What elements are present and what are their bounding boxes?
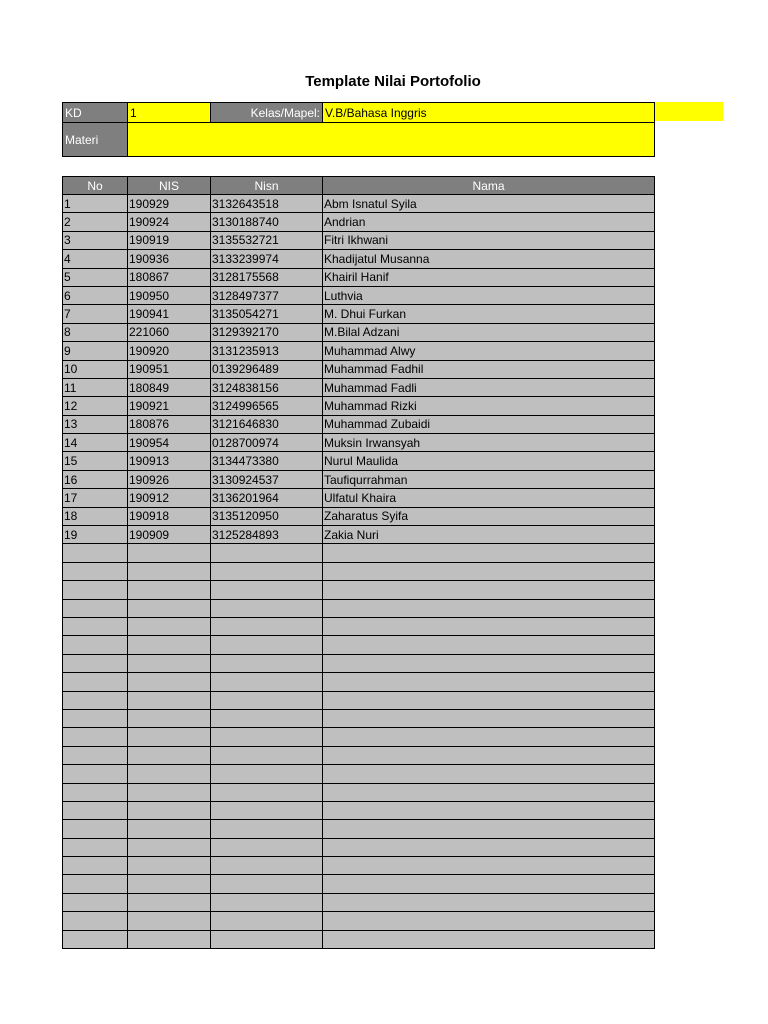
cell-nis[interactable]: 190921 xyxy=(128,397,211,415)
table-row xyxy=(63,268,655,286)
cell-nama[interactable] xyxy=(323,599,655,617)
cell-nama[interactable]: Muhammad Rizki xyxy=(323,397,655,415)
cell-no[interactable]: 13 xyxy=(63,415,128,433)
cell-nisn[interactable]: 3125284893 xyxy=(211,526,323,544)
cell-no[interactable]: 1 xyxy=(63,195,128,213)
cell-nisn[interactable]: 3136201964 xyxy=(211,489,323,507)
cell-nis[interactable] xyxy=(128,765,211,783)
cell-nis[interactable]: 190912 xyxy=(128,489,211,507)
table-row xyxy=(63,526,655,544)
column-header-nisn: Nisn xyxy=(211,177,323,195)
cell-no[interactable] xyxy=(63,709,128,727)
cell-nis[interactable] xyxy=(128,728,211,746)
table-row xyxy=(63,231,655,249)
cell-nis[interactable]: 190941 xyxy=(128,305,211,323)
kd-value-cell[interactable]: 1 xyxy=(128,103,211,123)
cell-nis[interactable] xyxy=(128,617,211,635)
cell-no[interactable]: 9 xyxy=(63,342,128,360)
cell-nisn[interactable] xyxy=(211,691,323,709)
cell-nisn[interactable]: 3124838156 xyxy=(211,378,323,396)
cell-nama[interactable] xyxy=(323,562,655,580)
cell-nisn[interactable]: 3132643518 xyxy=(211,195,323,213)
cell-no[interactable] xyxy=(63,562,128,580)
empty-table-row xyxy=(63,581,655,599)
column-header-no: No xyxy=(63,177,128,195)
cell-nis[interactable]: 190954 xyxy=(128,434,211,452)
cell-nisn[interactable] xyxy=(211,581,323,599)
cell-nisn[interactable]: 0139296489 xyxy=(211,360,323,378)
cell-nis[interactable] xyxy=(128,544,211,562)
table-row xyxy=(63,250,655,268)
cell-nisn[interactable]: 3135120950 xyxy=(211,507,323,525)
cell-nama[interactable] xyxy=(323,636,655,654)
cell-nisn[interactable] xyxy=(211,673,323,691)
cell-no[interactable] xyxy=(63,801,128,819)
cell-nis[interactable]: 190909 xyxy=(128,526,211,544)
cell-nama[interactable]: Andrian xyxy=(323,213,655,231)
cell-nisn[interactable] xyxy=(211,636,323,654)
cell-nis[interactable]: 190918 xyxy=(128,507,211,525)
table-row xyxy=(63,360,655,378)
table-row xyxy=(63,195,655,213)
cell-nis[interactable]: 190924 xyxy=(128,213,211,231)
cell-nis[interactable] xyxy=(128,746,211,764)
cell-nis[interactable] xyxy=(128,801,211,819)
table-row xyxy=(63,470,655,488)
empty-table-row xyxy=(63,912,655,930)
cell-no[interactable]: 12 xyxy=(63,397,128,415)
cell-nis[interactable] xyxy=(128,636,211,654)
cell-nis[interactable]: 190951 xyxy=(128,360,211,378)
table-row xyxy=(63,452,655,470)
cell-nama[interactable] xyxy=(323,544,655,562)
empty-table-row xyxy=(63,801,655,819)
cell-no[interactable]: 2 xyxy=(63,213,128,231)
cell-nama[interactable] xyxy=(323,673,655,691)
cell-nama[interactable]: Zakia Nuri xyxy=(323,526,655,544)
header-table xyxy=(62,102,655,157)
cell-nisn[interactable] xyxy=(211,912,323,930)
table-body xyxy=(63,195,655,949)
cell-nis[interactable] xyxy=(128,783,211,801)
cell-nisn[interactable]: 3130924537 xyxy=(211,470,323,488)
materi-label: Materi xyxy=(63,123,128,157)
cell-nama[interactable]: Muhammad Fadhil xyxy=(323,360,655,378)
cell-nis[interactable] xyxy=(128,599,211,617)
empty-table-row xyxy=(63,544,655,562)
cell-nisn[interactable] xyxy=(211,820,323,838)
table-header-row xyxy=(63,177,655,195)
cell-nis[interactable] xyxy=(128,820,211,838)
cell-nis[interactable] xyxy=(128,673,211,691)
cell-nis[interactable]: 221060 xyxy=(128,323,211,341)
cell-nis[interactable] xyxy=(128,654,211,672)
kd-label: KD xyxy=(63,103,128,123)
cell-nis[interactable]: 180867 xyxy=(128,268,211,286)
cell-no[interactable] xyxy=(63,581,128,599)
cell-nis[interactable] xyxy=(128,930,211,948)
empty-table-row xyxy=(63,930,655,948)
cell-nama[interactable]: Muhammad Zubaidi xyxy=(323,415,655,433)
cell-nis[interactable]: 190929 xyxy=(128,195,211,213)
empty-table-row xyxy=(63,691,655,709)
cell-nama[interactable] xyxy=(323,581,655,599)
cell-nisn[interactable]: 3128497377 xyxy=(211,286,323,304)
cell-nama[interactable] xyxy=(323,820,655,838)
empty-table-row xyxy=(63,617,655,635)
cell-no[interactable]: 15 xyxy=(63,452,128,470)
empty-table-row xyxy=(63,875,655,893)
cell-nisn[interactable]: 3121646830 xyxy=(211,415,323,433)
cell-nisn[interactable] xyxy=(211,746,323,764)
materi-value-cell[interactable] xyxy=(128,123,655,157)
cell-nama[interactable] xyxy=(323,783,655,801)
cell-nis[interactable] xyxy=(128,875,211,893)
cell-no[interactable]: 4 xyxy=(63,250,128,268)
cell-no[interactable]: 19 xyxy=(63,526,128,544)
cell-nisn[interactable] xyxy=(211,838,323,856)
table-row xyxy=(63,397,655,415)
cell-nama[interactable] xyxy=(323,801,655,819)
cell-nama[interactable] xyxy=(323,765,655,783)
cell-nis[interactable] xyxy=(128,691,211,709)
cell-no[interactable] xyxy=(63,673,128,691)
cell-nisn[interactable]: 3135532721 xyxy=(211,231,323,249)
table-row xyxy=(63,286,655,304)
empty-table-row xyxy=(63,709,655,727)
page-title: Template Nilai Portofolio xyxy=(305,73,481,90)
cell-nisn[interactable] xyxy=(211,617,323,635)
empty-table-row xyxy=(63,636,655,654)
cell-nama[interactable]: Zaharatus Syifa xyxy=(323,507,655,525)
cell-nisn[interactable] xyxy=(211,709,323,727)
cell-nis[interactable] xyxy=(128,893,211,911)
cell-nisn[interactable] xyxy=(211,562,323,580)
cell-nisn[interactable]: 3131235913 xyxy=(211,342,323,360)
table-row xyxy=(63,489,655,507)
cell-no[interactable] xyxy=(63,636,128,654)
cell-nama[interactable] xyxy=(323,709,655,727)
cell-nisn[interactable]: 0128700974 xyxy=(211,434,323,452)
cell-nis[interactable]: 190920 xyxy=(128,342,211,360)
cell-nis[interactable] xyxy=(128,912,211,930)
cell-nama[interactable] xyxy=(323,838,655,856)
empty-table-row xyxy=(63,765,655,783)
cell-nis[interactable]: 180849 xyxy=(128,378,211,396)
cell-nama[interactable]: Luthvia xyxy=(323,286,655,304)
cell-nisn[interactable] xyxy=(211,875,323,893)
cell-nama[interactable]: M. Dhui Furkan xyxy=(323,305,655,323)
cell-no[interactable] xyxy=(63,875,128,893)
cell-no[interactable]: 11 xyxy=(63,378,128,396)
table-row xyxy=(63,305,655,323)
column-header-nis: NIS xyxy=(128,177,211,195)
cell-nisn[interactable] xyxy=(211,544,323,562)
cell-nis[interactable] xyxy=(128,857,211,875)
cell-no[interactable]: 8 xyxy=(63,323,128,341)
cell-nisn[interactable]: 3124996565 xyxy=(211,397,323,415)
empty-table-row xyxy=(63,746,655,764)
cell-no[interactable]: 5 xyxy=(63,268,128,286)
cell-nis[interactable]: 190913 xyxy=(128,452,211,470)
cell-no[interactable] xyxy=(63,765,128,783)
cell-no[interactable]: 6 xyxy=(63,286,128,304)
cell-nisn[interactable] xyxy=(211,893,323,911)
cell-nama[interactable]: Ulfatul Khaira xyxy=(323,489,655,507)
cell-no[interactable]: 14 xyxy=(63,434,128,452)
cell-nis[interactable]: 190936 xyxy=(128,250,211,268)
cell-nama[interactable] xyxy=(323,617,655,635)
cell-nama[interactable]: Muksin Irwansyah xyxy=(323,434,655,452)
cell-no[interactable]: 3 xyxy=(63,231,128,249)
cell-no[interactable]: 10 xyxy=(63,360,128,378)
table-row xyxy=(63,415,655,433)
cell-no[interactable] xyxy=(63,746,128,764)
cell-no[interactable] xyxy=(63,893,128,911)
cell-no[interactable]: 7 xyxy=(63,305,128,323)
cell-nisn[interactable]: 3128175568 xyxy=(211,268,323,286)
empty-table-row xyxy=(63,728,655,746)
kelas-label: Kelas/Mapel: xyxy=(211,103,323,123)
cell-no[interactable] xyxy=(63,820,128,838)
cell-nisn[interactable]: 3133239974 xyxy=(211,250,323,268)
cell-no[interactable] xyxy=(63,728,128,746)
cell-nis[interactable]: 190919 xyxy=(128,231,211,249)
cell-nama[interactable] xyxy=(323,912,655,930)
empty-table-row xyxy=(63,562,655,580)
kelas-value-overflow xyxy=(655,102,723,121)
table-row xyxy=(63,213,655,231)
cell-no[interactable] xyxy=(63,930,128,948)
table-row xyxy=(63,323,655,341)
table-row xyxy=(63,507,655,525)
table-row xyxy=(63,342,655,360)
empty-table-row xyxy=(63,673,655,691)
cell-nama[interactable] xyxy=(323,893,655,911)
cell-nama[interactable]: Taufiqurrahman xyxy=(323,470,655,488)
cell-nama[interactable]: M.Bilal Adzani xyxy=(323,323,655,341)
cell-nis[interactable] xyxy=(128,562,211,580)
table-row xyxy=(63,378,655,396)
cell-nisn[interactable]: 3134473380 xyxy=(211,452,323,470)
cell-nisn[interactable] xyxy=(211,654,323,672)
cell-nisn[interactable] xyxy=(211,599,323,617)
cell-nis[interactable] xyxy=(128,709,211,727)
cell-no[interactable] xyxy=(63,599,128,617)
cell-no[interactable] xyxy=(63,838,128,856)
cell-nisn[interactable] xyxy=(211,857,323,875)
cell-no[interactable] xyxy=(63,544,128,562)
cell-no[interactable]: 18 xyxy=(63,507,128,525)
cell-nama[interactable] xyxy=(323,875,655,893)
cell-nama[interactable]: Khadijatul Musanna xyxy=(323,250,655,268)
cell-no[interactable] xyxy=(63,691,128,709)
cell-nama[interactable] xyxy=(323,691,655,709)
cell-nisn[interactable] xyxy=(211,801,323,819)
cell-no[interactable] xyxy=(63,617,128,635)
empty-table-row xyxy=(63,783,655,801)
cell-nama[interactable]: Khairil Hanif xyxy=(323,268,655,286)
empty-table-row xyxy=(63,654,655,672)
column-header-nama: Nama xyxy=(323,177,655,195)
cell-nama[interactable]: Fitri Ikhwani xyxy=(323,231,655,249)
cell-no[interactable] xyxy=(63,912,128,930)
cell-nis[interactable]: 180876 xyxy=(128,415,211,433)
cell-nama[interactable] xyxy=(323,930,655,948)
grade-table xyxy=(62,176,655,949)
cell-nis[interactable] xyxy=(128,838,211,856)
cell-no[interactable] xyxy=(63,857,128,875)
table-row xyxy=(63,434,655,452)
cell-nama[interactable] xyxy=(323,728,655,746)
cell-nisn[interactable] xyxy=(211,765,323,783)
cell-nis[interactable]: 190926 xyxy=(128,470,211,488)
kelas-value-cell[interactable]: V.B/Bahasa Inggris xyxy=(323,103,655,123)
cell-nama[interactable] xyxy=(323,857,655,875)
cell-nisn[interactable]: 3135054271 xyxy=(211,305,323,323)
cell-no[interactable] xyxy=(63,783,128,801)
cell-nisn[interactable] xyxy=(211,728,323,746)
cell-nisn[interactable] xyxy=(211,783,323,801)
empty-table-row xyxy=(63,857,655,875)
cell-nama[interactable]: Muhammad Fadli xyxy=(323,378,655,396)
cell-nama[interactable] xyxy=(323,746,655,764)
cell-nisn[interactable]: 3130188740 xyxy=(211,213,323,231)
cell-nama[interactable]: Abm Isnatul Syila xyxy=(323,195,655,213)
cell-nisn[interactable] xyxy=(211,930,323,948)
empty-table-row xyxy=(63,893,655,911)
cell-nis[interactable] xyxy=(128,581,211,599)
cell-nisn[interactable]: 3129392170 xyxy=(211,323,323,341)
cell-nama[interactable] xyxy=(323,654,655,672)
cell-no[interactable] xyxy=(63,654,128,672)
cell-nama[interactable]: Nurul Maulida xyxy=(323,452,655,470)
cell-no[interactable]: 17 xyxy=(63,489,128,507)
empty-table-row xyxy=(63,820,655,838)
empty-table-row xyxy=(63,838,655,856)
cell-nama[interactable]: Muhammad Alwy xyxy=(323,342,655,360)
cell-no[interactable]: 16 xyxy=(63,470,128,488)
cell-nis[interactable]: 190950 xyxy=(128,286,211,304)
empty-table-row xyxy=(63,599,655,617)
